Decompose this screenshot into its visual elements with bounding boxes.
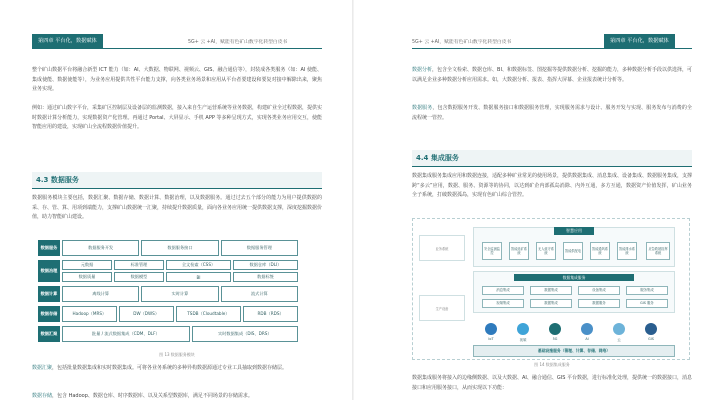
- integration-box: [473, 271, 675, 313]
- keyword: 数据分析: [412, 67, 433, 73]
- diagram-cell: 数据仓库（DLI）: [233, 260, 298, 270]
- header-rule: [412, 48, 692, 49]
- running-title: 5G+ 云 +AI，赋能有色矿山数字化转型白皮书: [412, 40, 512, 45]
- iot-icon: [485, 323, 497, 335]
- keyword: 数据存储: [32, 393, 53, 399]
- diagram-cell: 批量 / 流式数据集成（CDM、DLF）: [62, 326, 190, 342]
- infrastructure-bar: 基础设施服务（管理、计算、存储、网络）: [473, 345, 675, 357]
- section-heading: 4.4 集成服务: [412, 150, 692, 166]
- chapter-tag: 第四章 平台化，数据赋体: [604, 34, 675, 48]
- row-category: 数据计算: [38, 286, 60, 302]
- section-heading: 4.3 数据服务: [32, 172, 322, 188]
- service-chip: GIS 服务: [626, 299, 668, 308]
- header-rule: [32, 48, 322, 49]
- diagram-cell: Hadoop（MRS）: [62, 306, 117, 322]
- section-rule: [32, 188, 322, 189]
- running-title: 5G+ 云 +AI，赋能有色矿山数字化转型白皮书: [188, 40, 288, 45]
- smart-apps-box: [473, 227, 675, 267]
- data-service-diagram: [38, 240, 298, 350]
- keyword: 数据汇聚: [32, 365, 53, 371]
- source-item: IoT: [481, 323, 501, 341]
- diagram-cell: 数据服务开发: [62, 240, 139, 256]
- paragraph: 整个矿山数据平台将融合新型 ICT 能力（如：AI、大数据、物联网、视频云、GIS、融合通信等），封装成各类服务（如：AI 使能、集成使能、数据使能等），为业务应用提供共性平台能力支撑，向各类业务场景和应用从平台者要建设和要复对接中解除出来，聚焦业务实现。: [32, 67, 322, 93]
- diagram-cell: TSDB（Cloudtable）: [176, 306, 242, 322]
- service-chip: 视频集成: [482, 299, 524, 308]
- 5g-icon: [549, 323, 561, 335]
- diagram-row: [38, 306, 298, 322]
- diagram-row: [38, 260, 298, 282]
- service-chip: 数据集成: [530, 299, 572, 308]
- diagram-cell: DW（DWS）: [119, 306, 174, 322]
- paragraph: 数据服务，包含数据服务开发、数据服务接口和数据服务管理，实现服务需求与设计、服务开发与实现、服务发布与消费的全流程统一管控。: [412, 105, 692, 121]
- paragraph: 数据汇聚，包括批量数据集成和实时数据集成。可将各业务系统的多种异构数据源通过专业工具抽取到数据存储层。: [32, 365, 288, 371]
- paragraph: 数据服务模块主要包括，数据汇聚、数据存储、数据计算、数据治理，以及数据服务。通过过去五个部分的能力为用户提供数据的采、存、管、算、用项到端能力，支撑矿山数据统一汇聚，持续提升数据质量，面向各业务应用统一提供数据支撑，深度挖掘数据价值，助力智能矿山建设。: [32, 195, 323, 221]
- left-page: [0, 0, 353, 400]
- app-item: 智能供配电: [563, 242, 583, 260]
- side-label: 业务系统: [419, 235, 465, 261]
- paragraph: 数据集成服务将接入的边缘侧数据、以及大数据、AI、融合通信、GIS 平台数据，进行标准化处理，提供统一的数据接口，消息接口和应用服务接口，从而实现以下功能：: [412, 375, 693, 391]
- source-item: 5G: [545, 323, 565, 341]
- diagram-cell: 数据服务管理: [221, 240, 298, 256]
- row-category: 数据存储: [38, 306, 60, 322]
- diagram-cell: 数据质量: [62, 272, 112, 282]
- app-item: 智能选矿系统: [509, 242, 529, 260]
- source-item: 云: [609, 323, 629, 342]
- paragraph: 数据集成服务集成应用和数据连接，适配多种矿业常见的使用场景，提供数据集成、消息集成、设备集成、数据服务集成，支撑跨“多云”应用，数据、服务、资源等的协同，以达到矿企内部孤岛消除、内外互通，多方互通，数据资产价值发挥，矿山业务全子系统，打破数据孤岛，实现有色矿山综合管控。: [412, 173, 693, 199]
- diagram-cell: 标准管理: [114, 260, 164, 270]
- service-chip: 设备集成: [578, 286, 620, 295]
- diagram-cell: 数据标签: [233, 272, 298, 282]
- source-item: AI: [577, 323, 597, 341]
- app-item: 无人值守系统: [536, 242, 556, 260]
- service-chip: 消息集成: [482, 286, 524, 295]
- figure-caption: 图 14 数据集成服务: [534, 362, 570, 367]
- integration-service-diagram: [412, 218, 690, 360]
- diagram-cell: BI: [166, 272, 231, 282]
- app-item: 智能通风系统: [590, 242, 610, 260]
- diagram-cell: 元数据: [62, 260, 112, 270]
- cloud-icon: [613, 323, 625, 335]
- section-rule: [412, 166, 692, 167]
- diagram-cell: 数据服务接口: [141, 240, 218, 256]
- diagram-row: [38, 240, 298, 256]
- app-item: 应急救援指挥系统: [646, 242, 670, 260]
- row-category: 数据汇聚: [38, 326, 60, 342]
- gis-icon: [645, 323, 657, 335]
- paragraph: 例如：通过矿山数字平台，采集矿区控制层及设备层的监测数据，接入来自生产运营系统等业务数据，构建矿业全过程数据，提供实时数据计算分析能力，实现数据资产化管理。再通过 Portal、大屏显示、手机 APP 等多种呈现方式，实现各类业务应用交互，使能智能应用的建设，实现矿山全流程数据价值提升。: [32, 105, 323, 131]
- video-icon: [517, 323, 529, 335]
- diagram-cell: 流式计算: [221, 286, 298, 302]
- paragraph: 数据分析，包含全文检索、数据仓库、BI、和数据标签、图挖掘等提供数据分析、挖掘的能力，多种数据分析手段以供选择，可以满足企业多种数据分析应用需求。如，大数据分析、报表、指挥大屏幕、企业报表统计分析等。: [412, 67, 692, 83]
- row-category: 数据治理: [38, 260, 60, 282]
- service-chip: 服务集成: [626, 286, 668, 295]
- chapter-tag: 第四章 平台化，数据赋体: [32, 34, 103, 48]
- figure-caption: 图 13 数据服务模块: [159, 352, 195, 357]
- box-title: 数据集成服务: [514, 274, 634, 281]
- app-item: 智能排水系统: [617, 242, 637, 260]
- paragraph: 数据存储，包含 Hadoop、数据仓库、时序数据库、以及关系型数据库，满足不同场景的存储需求。: [32, 393, 253, 399]
- keyword: 数据服务: [412, 105, 433, 111]
- source-item: 视频: [513, 323, 533, 342]
- service-chip: 数据服务: [578, 299, 620, 308]
- ai-icon: [581, 323, 593, 335]
- service-chip: 数据集成: [530, 286, 572, 295]
- diagram-row: [38, 286, 298, 302]
- diagram-row: [38, 326, 298, 342]
- row-category: 数据服务: [38, 240, 60, 256]
- source-item: GIS: [641, 323, 661, 341]
- diagram-cell: 全文检索（CSS）: [166, 260, 231, 270]
- diagram-cell: 数据模型: [114, 272, 164, 282]
- diagram-cell: 离线计算: [62, 286, 139, 302]
- box-title: 智慧应用: [554, 227, 594, 235]
- diagram-cell: RDB（RDS）: [243, 306, 298, 322]
- diagram-cell: 实时数据集成（DIS、DRS）: [192, 326, 298, 342]
- side-label: 生产设备: [419, 295, 465, 321]
- app-item: 安全监测监控: [482, 242, 502, 260]
- right-page: [354, 0, 707, 400]
- diagram-cell: 实时计算: [141, 286, 218, 302]
